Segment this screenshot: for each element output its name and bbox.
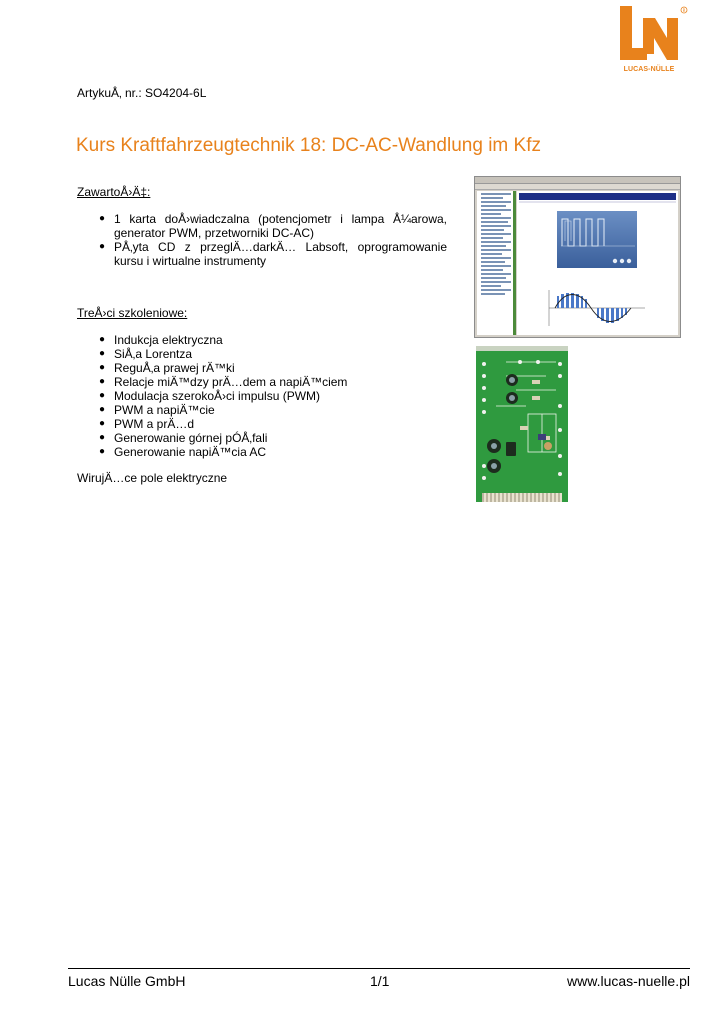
logo-brand-text: LUCAS-NÜLLE — [623, 66, 675, 73]
footer-divider — [68, 968, 690, 969]
list-item-text: Generowanie napiÄ™cia AC — [114, 445, 267, 459]
list-item — [77, 361, 447, 375]
bullet-icon: ● — [99, 404, 106, 415]
list-item-text: Indukcja elektryczna — [114, 333, 223, 347]
bullet-icon: ● — [99, 348, 106, 359]
list-item — [77, 445, 447, 459]
training-list — [77, 333, 447, 459]
oscilloscope-graphic — [557, 211, 637, 268]
list-item — [77, 403, 447, 417]
bullet-icon: ● — [99, 418, 106, 429]
list-item-text: PWM a prÄ…d — [114, 417, 195, 431]
list-item-text: Relacje miÄ™dzy prÄ…dem a napiÄ™ciem — [114, 375, 348, 389]
svg-text:R: R — [682, 8, 686, 13]
list-item — [77, 389, 447, 403]
closing-text: WirujÄ…ce pole elektryczne — [77, 471, 228, 485]
bullet-icon: ● — [99, 376, 106, 387]
ln-logo-mark — [617, 4, 689, 66]
bullet-icon: ● — [99, 213, 106, 224]
list-item — [77, 212, 447, 240]
list-item — [77, 375, 447, 389]
list-item — [77, 431, 447, 445]
list-item-text: ReguÅ‚a prawej rÄ™ki — [114, 361, 235, 375]
list-item-text: Modulacja szerokoÅ›ci impulsu (PWM) — [114, 389, 321, 403]
tree-panel — [477, 191, 514, 335]
article-number: ArtykuÅ‚ nr.: SO4204-6L — [77, 86, 207, 100]
list-item — [77, 333, 447, 347]
bullet-icon: ● — [99, 241, 106, 252]
lucas-nuelle-logo — [617, 4, 689, 80]
list-item — [77, 240, 447, 268]
list-item — [77, 417, 447, 431]
contents-label: ZawartoÅ›Ä‡: — [77, 185, 151, 199]
footer-company: Lucas Nülle GmbH — [68, 973, 186, 989]
footer-website-link[interactable]: www.lucas-nuelle.pl — [567, 973, 690, 989]
list-item-text: SiÅ‚a Lorentza — [114, 347, 193, 361]
bullet-icon: ● — [99, 390, 106, 401]
pwm-sine-graphic — [547, 288, 647, 328]
training-board-image — [476, 346, 568, 502]
list-item-text: 1 karta doÅ›wiadczalna (potencjometr i lampa Å¼arowa, generator PWM, przetworniki DC-AC) — [114, 212, 447, 240]
bullet-icon: ● — [99, 334, 106, 345]
software-screenshot-image — [474, 176, 681, 338]
page-title: Kurs Kraftfahrzeugtechnik 18: DC-AC-Wandlung im Kfz — [76, 135, 541, 156]
bullet-icon: ● — [99, 446, 106, 457]
bullet-icon: ● — [99, 362, 106, 373]
list-item-text: Generowanie górnej pÓÅ‚fali — [114, 431, 268, 445]
list-item — [77, 347, 447, 361]
contents-list — [77, 212, 447, 268]
bullet-icon: ● — [99, 432, 106, 443]
list-item-text: PÅ‚yta CD z przeglÄ…darkÄ… Labsoft, oprogramowanie kursu i wirtualne instrumenty — [114, 240, 447, 268]
footer-page-number: 1/1 — [370, 973, 390, 989]
training-label: TreÅ›ci szkoleniowe: — [77, 306, 188, 320]
list-item-text: PWM a napiÄ™cie — [114, 403, 215, 417]
